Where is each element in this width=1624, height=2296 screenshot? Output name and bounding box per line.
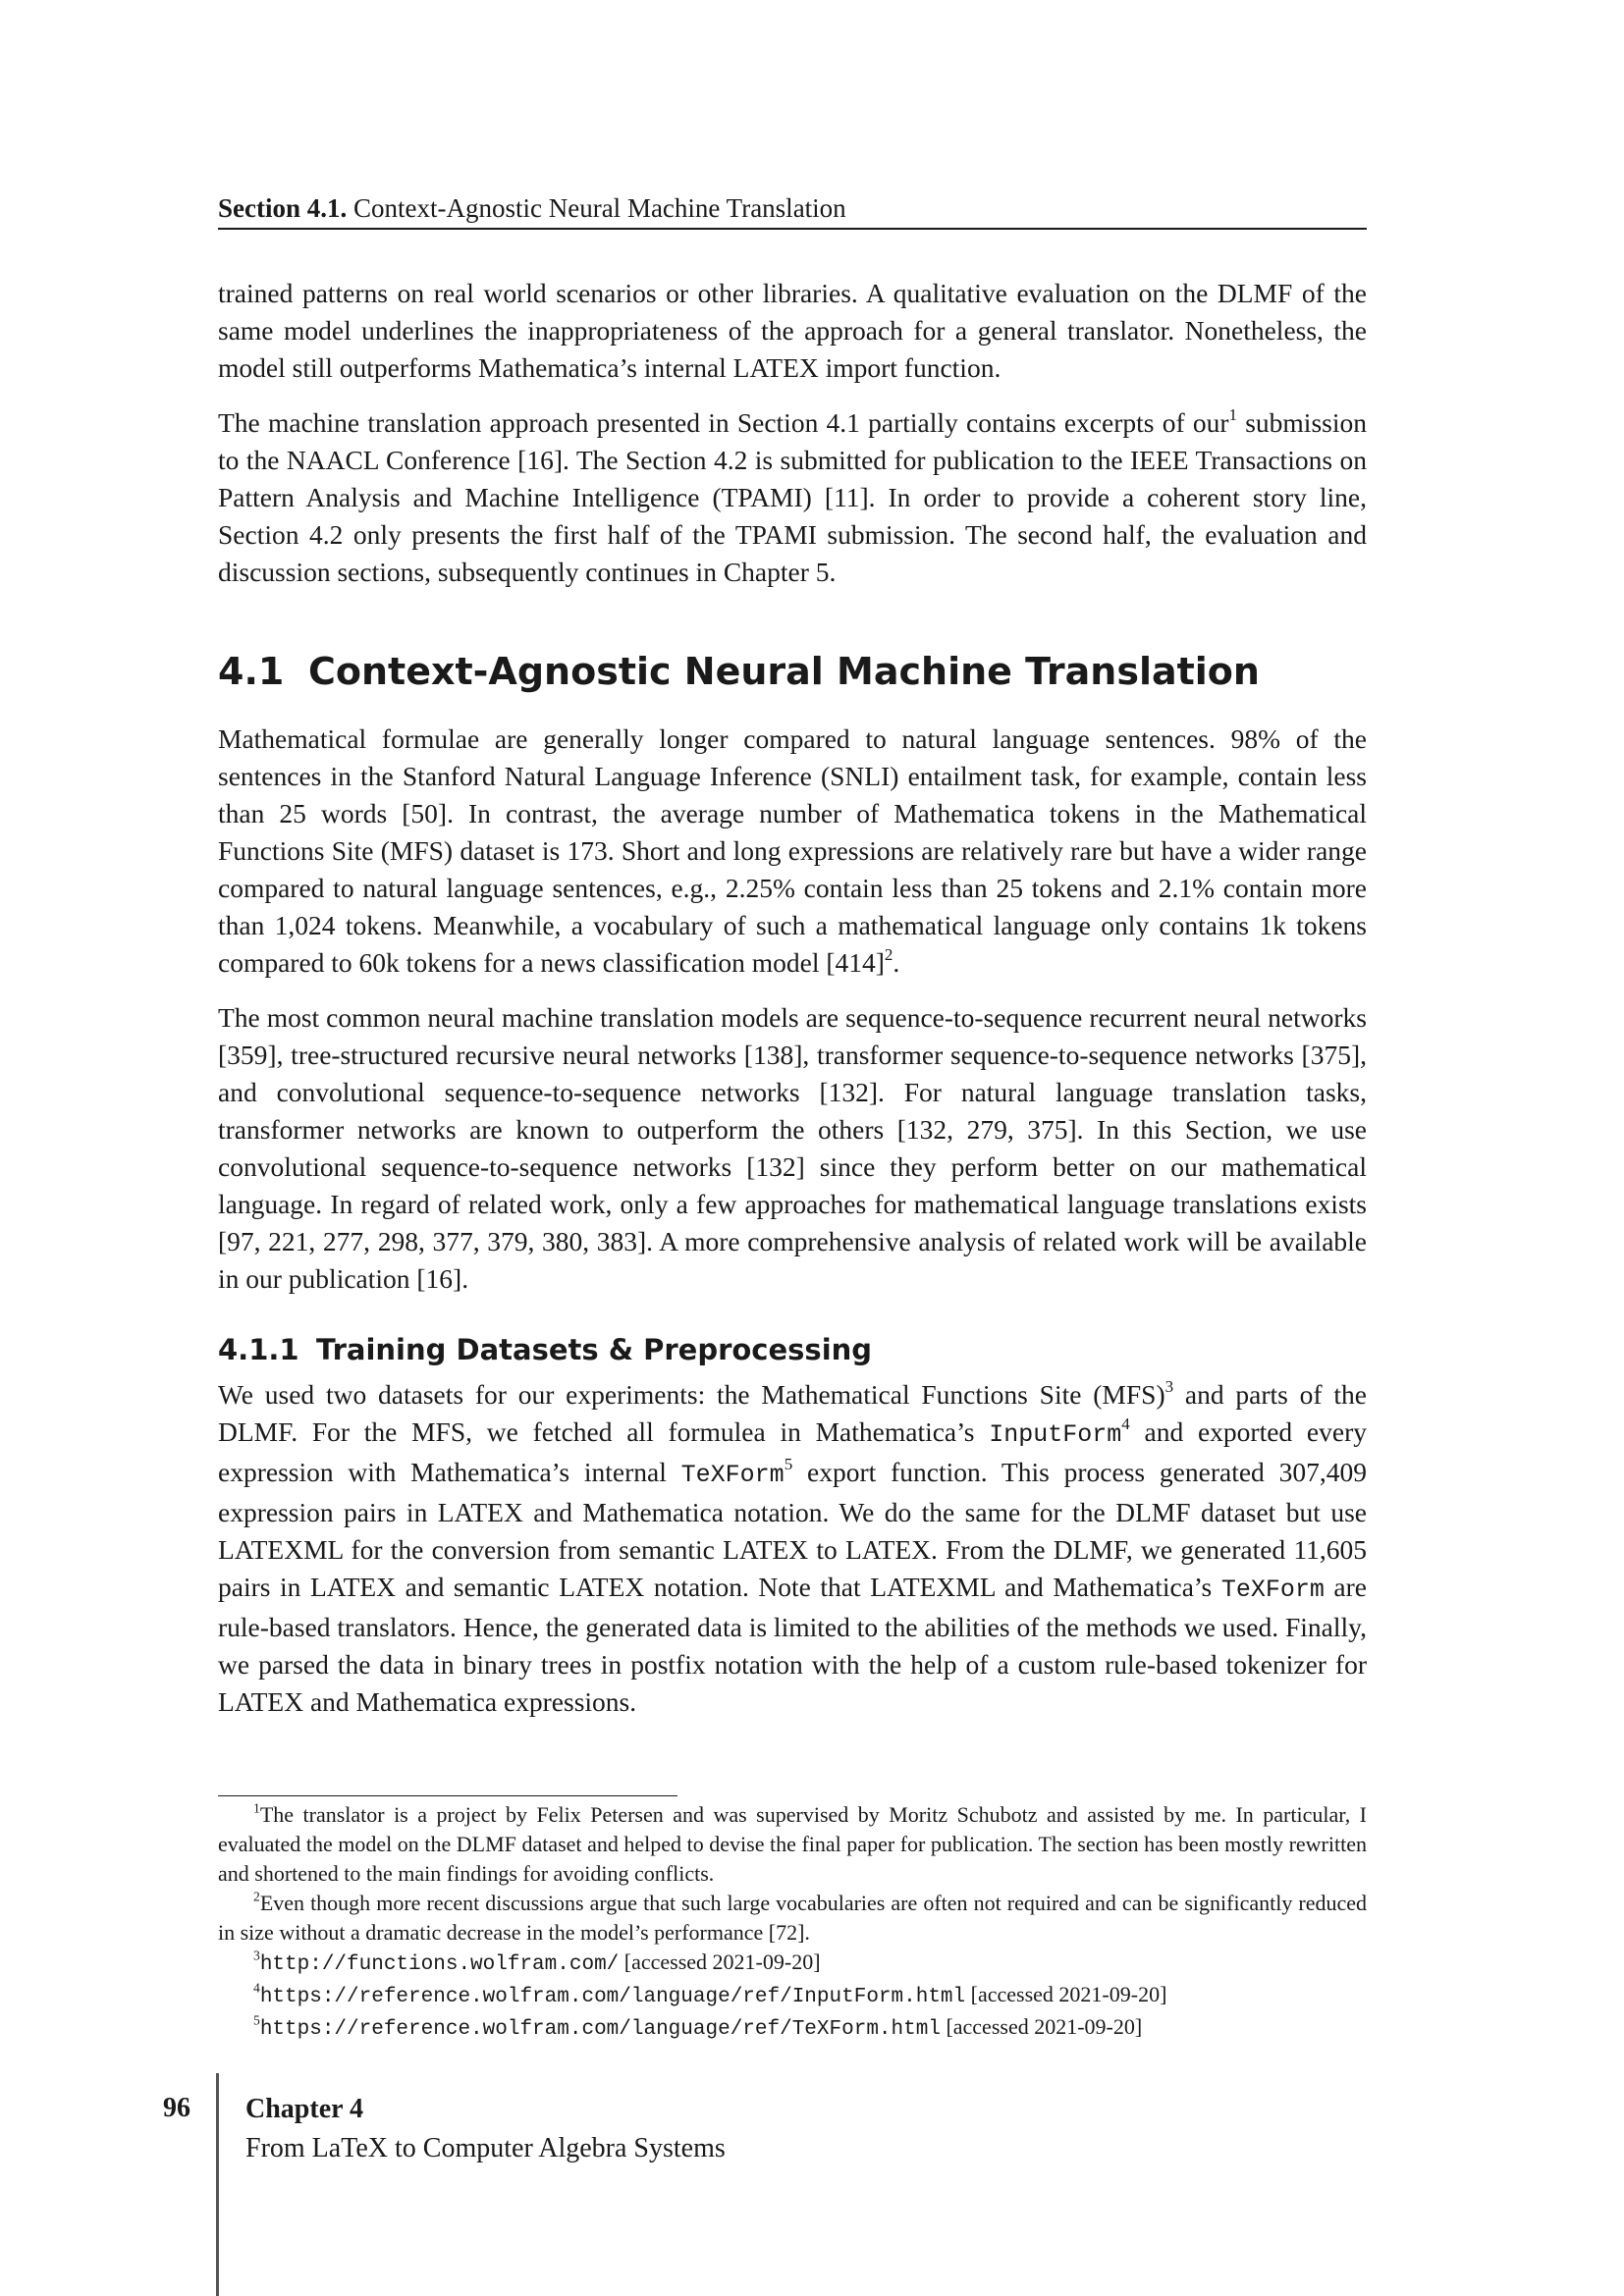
section-4-1-paragraph-2: The most common neural machine translation models are sequence-to-sequence recurrent neural networks [359], tree-structured recursive neural networks [138], transformer sequence-to-sequence networks [375], and convolutional sequence-to-sequence networks [132]. For natural language translation tasks, transformer networks are known to outperform the others [132, 279, 375]. In this Section, we use convolutional sequence-to-sequence networks [132] since they perform better on our mathematical language. In regard of related work, only a few approaches for mathematical language translations exists [97, 221, 277, 298, 377, 379, 380, 383]. A more comprehensive analysis of related work will be available in our publication [16].	[218, 1002, 1367, 1294]
footnote-text: The translator is a project by Felix Petersen and was supervised by Moritz Schubotz and assisted by me. In particular, I evaluated the model on the DLMF dataset and helped to devise the final paper for publication. The section has been mostly rewritten and shortened to the main findings for avoiding conflicts.	[218, 1802, 1367, 1886]
datasets-text-5: are rule-based translators. Hence, the generated data is limited to the abilities of the methods we used. Finally, we parsed the data in binary trees in postfix notation with the help of a custom rule-based tokenizer for LATEX and Mathematica expressions.	[218, 1572, 1367, 1717]
footnote-mark: 2	[253, 1889, 260, 1904]
code-texform-2: TeXForm	[1220, 1575, 1325, 1604]
running-head-section-title: Context-Agnostic Neural Machine Translation	[353, 193, 846, 223]
page-body	[218, 275, 1367, 1738]
footnote-ref-4: 4	[1121, 1415, 1130, 1434]
footnote-mark: 4	[253, 1980, 260, 1996]
footer-vertical-rule	[216, 2073, 219, 2296]
running-head-section-label: Section 4.1.	[218, 193, 348, 223]
code-texform: TeXForm	[680, 1461, 785, 1489]
intro-paragraph-2-text: The machine translation approach presented in Section 4.1 partially contains excerpts of our	[218, 407, 1229, 438]
section-4-1-paragraph-1-text: Mathematical formulae are generally longer compared to natural language sentences. 98% of the sentences in the Stanford Natural Language Inference (SNLI) entailment task, for example, contain less than 25 words [50]. In contrast, the average number of Mathematica tokens in the Mathematical Functions Site (MFS) dataset is 173. Short and long expressions are relatively rare but have a wider range compared to natural language sentences, e.g., 2.25% contain less than 25 tokens and 2.1% contain more than 1,024 tokens. Meanwhile, a vocabulary of such a mathematical language only contains 1k tokens compared to 60k tokens for a news classification model [414]	[218, 723, 1367, 978]
datasets-text-3: and exported every expression with Mathematica’s internal	[218, 1416, 1367, 1487]
intro-paragraph-1: trained patterns on real world scenarios or other libraries. A qualitative evaluation on the DLMF of the same model underlines the inappropriateness of the approach for a general translator. Nonetheless, the model still outperforms Mathematica’s internal LATEX import function.	[218, 278, 1367, 383]
subsection-heading-4-1-1	[218, 1331, 1367, 1368]
footnote-ref-5: 5	[784, 1455, 793, 1474]
running-head	[218, 190, 1367, 230]
footnote-5	[253, 2012, 1367, 2045]
footnote-ref-2: 2	[884, 945, 893, 965]
footnote-1	[218, 1800, 1367, 1889]
footer-chapter-label: Chapter 4	[245, 2094, 364, 2124]
footnote-note: [accessed 2021-09-20]	[940, 2014, 1143, 2039]
footnote-3	[253, 1948, 1367, 1980]
footnotes	[218, 1800, 1367, 2045]
footnote-url-link[interactable]: http://functions.wolfram.com/	[259, 1953, 620, 1976]
intro-paragraph-2-rest: submission to the NAACL Conference [16]. The Section 4.2 is submitted for publication to the IEEE Transactions on Pattern Analysis and Machine Intelligence (TPAMI) [11]. In order to provide a coherent story line, Section 4.2 only presents the first half of the TPAMI submission. The second half, the evaluation and discussion sections, subsequently continues in Chapter 5.	[218, 407, 1367, 587]
intro-paragraph-2	[218, 404, 1367, 591]
footnote-text: Even though more recent discussions argue that such large vocabularies are often not required and can be significantly reduced in size without a dramatic decrease in the model’s performance [72].	[218, 1891, 1367, 1945]
footnote-note: [accessed 2021-09-20]	[965, 1982, 1167, 2006]
footnote-note: [accessed 2021-09-20]	[619, 1949, 821, 1974]
footnote-2	[218, 1889, 1367, 1948]
footnote-divider	[218, 1795, 677, 1796]
subsection-number: 4.1.1	[218, 1333, 299, 1366]
section-number: 4.1	[218, 650, 285, 693]
footnote-url-link[interactable]: https://reference.wolfram.com/language/ref/TeXForm.html	[259, 2018, 941, 2041]
datasets-text-1: We used two datasets for our experiments: the Mathematical Functions Site (MFS)	[218, 1379, 1165, 1410]
footnote-mark: 1	[253, 1800, 260, 1816]
footnote-ref-3: 3	[1164, 1377, 1174, 1397]
section-heading-4-1	[218, 648, 1367, 695]
footnote-mark: 5	[253, 2012, 260, 2028]
section-title: Context-Agnostic Neural Machine Translation	[308, 650, 1260, 693]
code-inputform: InputForm	[989, 1420, 1122, 1449]
footer-chapter-title: From LaTeX to Computer Algebra Systems	[245, 2133, 726, 2163]
section-4-1-paragraph-1	[218, 721, 1367, 982]
datasets-text-2: and parts of the DLMF. For the MFS, we fetched all formulea in Mathematica’s	[218, 1379, 1367, 1447]
section-4-1-paragraph-1-end: .	[893, 947, 900, 978]
datasets-text-4: export function. This process generated 307,409 expression pairs in LATEX and Mathematica notation. We do the same for the DLMF dataset but use LATEXML for the conversion from semantic LATEX to LATEX. From the DLMF, we generated 11,605 pairs in LATEX and semantic LATEX notation. Note that LATEXML and Mathematica’s	[218, 1457, 1367, 1602]
footnote-ref-1: 1	[1228, 405, 1237, 425]
footnote-mark: 3	[253, 1948, 260, 1963]
footnote-4	[253, 1980, 1367, 2012]
page-number: 96	[163, 2093, 190, 2123]
subsection-title: Training Datasets & Preprocessing	[316, 1333, 873, 1366]
footnote-url-link[interactable]: https://reference.wolfram.com/language/ref/InputForm.html	[259, 1986, 966, 2008]
subsection-4-1-1-paragraph	[218, 1376, 1367, 1721]
